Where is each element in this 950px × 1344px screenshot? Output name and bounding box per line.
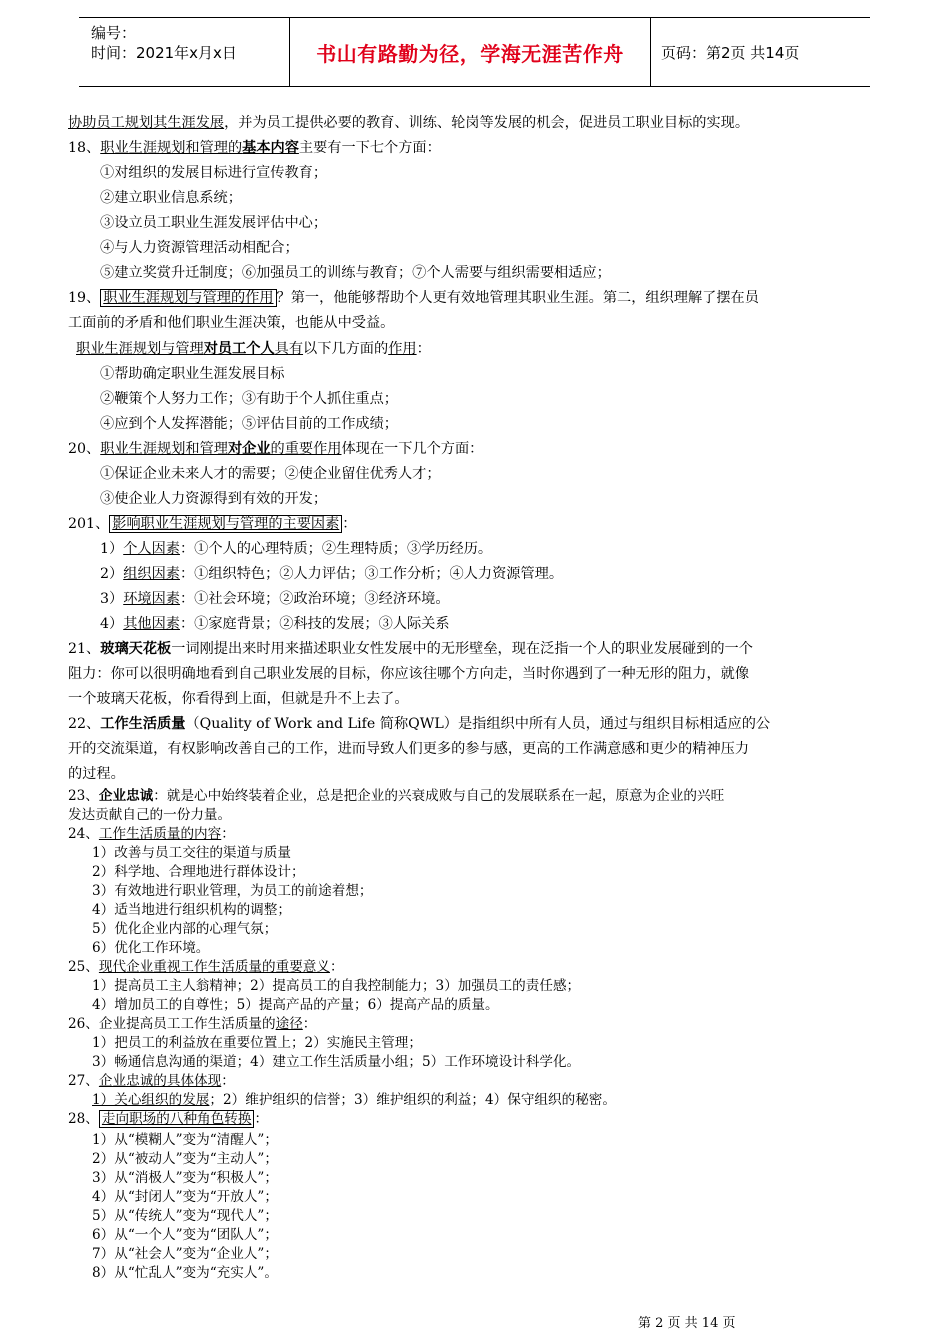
text-run: 18、 xyxy=(68,140,101,156)
text-line xyxy=(92,844,291,863)
document-number-label: 编号： xyxy=(91,24,137,42)
boxed-term: 走向职场的八种角色转换 xyxy=(99,1110,255,1128)
header-meta-cell xyxy=(79,18,290,86)
text-line xyxy=(100,238,299,258)
bold-term: 企业忠诚 xyxy=(98,788,154,804)
text-run: 1）从“模糊人”变为“清醒人”； xyxy=(92,1132,278,1148)
footer-page-number: 第 2 页 共 14 页 xyxy=(638,1316,736,1331)
text-run: 28、 xyxy=(68,1111,99,1127)
text-run: 企业忠诚的具体体现 xyxy=(98,1073,222,1089)
text-run: 协助员工规划其生涯发展 xyxy=(68,115,225,131)
text-run: ；2）维护组织的信誉；3）维护组织的利益；4）保守组织的秘密。 xyxy=(209,1092,616,1108)
boxed-term: 职业生涯规划与管理的作用 xyxy=(100,289,276,307)
text-run: 1）改善与员工交往的渠道与质量 xyxy=(92,845,291,861)
bold-term: 对企业 xyxy=(227,441,271,457)
text-run: ：①个人的心理特质；②生理特质；③学历经历。 xyxy=(179,541,493,557)
text-line xyxy=(68,639,753,659)
text-run: ： xyxy=(416,341,431,357)
text-run: 开的交流渠道，有权影响改善自己的工作，进而导致人们更多的参与感，更高的工作满意感和更少的精神压力 xyxy=(68,741,750,757)
text-line xyxy=(68,806,231,825)
text-line xyxy=(68,1110,268,1129)
text-line xyxy=(100,539,492,559)
text-line xyxy=(92,1245,278,1264)
text-run: ：①家庭背景；②科技的发展；③人际关系 xyxy=(179,616,450,632)
text-run: 职业生涯规划与管理 xyxy=(76,341,204,357)
text-run: 具有 xyxy=(274,341,304,357)
text-line xyxy=(100,163,327,183)
text-line xyxy=(100,614,450,634)
text-run: 个人因素 xyxy=(123,541,180,557)
text-run: 1） xyxy=(100,541,124,557)
text-line xyxy=(92,1188,278,1207)
text-line xyxy=(100,263,611,283)
text-run: ①对组织的发展目标进行宣传教育； xyxy=(100,165,328,181)
text-run: ④与人力资源管理活动相配合； xyxy=(100,240,299,256)
text-run: 阻力：你可以很明确地看到自己职业发展的目标，你应该往哪个方向走，当时你遇到了一种无形的阻力，就像 xyxy=(68,666,750,682)
text-line xyxy=(92,977,580,996)
text-line xyxy=(92,1264,278,1283)
text-run: 2）科学地、合理地进行群体设计； xyxy=(92,864,305,880)
text-line xyxy=(92,920,277,939)
text-run: 1）把员工的利益放在重要位置上；2）实施民主管理； xyxy=(92,1035,422,1051)
text-line xyxy=(68,958,344,977)
text-run: 23、 xyxy=(68,788,99,804)
bold-term: 工作生活质量 xyxy=(100,716,186,732)
text-run: ： xyxy=(254,1111,269,1127)
text-run: 25、 xyxy=(68,959,99,975)
text-run: 8）从“忙乱人”变为“充实人”。 xyxy=(92,1265,278,1281)
text-line xyxy=(68,514,357,534)
text-run: 工作生活质量的内容 xyxy=(98,826,222,842)
text-line xyxy=(92,1207,278,1226)
text-line xyxy=(92,1131,278,1150)
text-line xyxy=(68,1072,235,1091)
text-line xyxy=(68,113,749,133)
bold-term: 基本内容 xyxy=(242,140,299,156)
text-run: 4）适当地进行组织机构的调整； xyxy=(92,902,291,918)
text-line xyxy=(76,339,431,359)
text-run: ①帮助确定职业生涯发展目标 xyxy=(100,366,285,382)
text-run: 作用 xyxy=(388,341,417,357)
text-line xyxy=(92,1169,278,1188)
text-run: 19、 xyxy=(68,290,101,306)
text-run: ，并为员工提供必要的教育、训练、轮岗等发展的机会，促进员工职业目标的实现。 xyxy=(224,115,750,131)
text-run: ？第一，他能够帮助个人更有效地管理其职业生涯。第二，组织理解了摆在员 xyxy=(276,290,759,306)
text-run: 26、企业提高员工工作生活质量的 xyxy=(68,1016,276,1032)
text-run: ③使企业人力资源得到有效的开发； xyxy=(100,491,328,507)
text-run: 2） xyxy=(100,566,124,582)
text-run: （Quality of Work and Life 简称QWL）是指组织中所有人员，通过与组织目标相适应的公 xyxy=(185,716,771,732)
text-line xyxy=(68,288,759,308)
text-run: ②建立职业信息系统； xyxy=(100,190,242,206)
text-run: ： xyxy=(330,959,344,975)
text-run: 3）畅通信息沟通的渠道；4）建立工作生活质量小组；5）工作环境设计科学化。 xyxy=(92,1054,581,1070)
text-run: 4）从“封闭人”变为“开放人”； xyxy=(92,1189,278,1205)
document-time-label: 时间：2021年x月x日 xyxy=(91,44,237,62)
header-page-number: 页码：第2页 共14页 xyxy=(661,44,800,62)
header-page-cell xyxy=(651,18,870,86)
text-run: 途径 xyxy=(275,1016,303,1032)
text-line xyxy=(68,739,749,759)
text-run: 7）从“社会人”变为“企业人”； xyxy=(92,1246,278,1262)
header-motto: 书山有路勤为径，学海无涯苦作舟 xyxy=(316,42,624,66)
text-run: 主要有一下七个方面： xyxy=(298,140,441,156)
text-run: 2）从“被动人”变为“主动人”； xyxy=(92,1151,278,1167)
text-run: 组织因素 xyxy=(123,566,180,582)
text-run: ： xyxy=(221,826,235,842)
text-line xyxy=(100,414,398,434)
text-run: 5）从“传统人”变为“现代人”； xyxy=(92,1208,278,1224)
text-run: 其他因素 xyxy=(123,616,180,632)
text-run: 3）有效地进行职业管理，为员工的前途着想； xyxy=(92,883,373,899)
text-line xyxy=(68,439,483,459)
text-run: 职业生涯规划和管理的 xyxy=(100,140,243,156)
text-line xyxy=(92,996,499,1015)
text-line xyxy=(92,1091,616,1110)
text-line xyxy=(68,138,441,158)
text-line xyxy=(100,188,242,208)
text-run: 4）增加员工的自尊性；5）提高产品的产量；6）提高产品的质量。 xyxy=(92,997,499,1013)
text-run: ③设立员工职业生涯发展评估中心； xyxy=(100,215,328,231)
text-line xyxy=(68,825,235,844)
text-run: ①保证企业未来人才的需要；②使企业留住优秀人才； xyxy=(100,466,441,482)
text-run: 4） xyxy=(100,616,124,632)
text-run: 6）从“一个人”变为“团队人”； xyxy=(92,1227,278,1243)
text-run: ： xyxy=(342,516,357,532)
text-run: 一个玻璃天花板，你看得到上面，但就是升不上去了。 xyxy=(68,691,409,707)
text-run: 1）提高员工主人翁精神；2）提高员工的自我控制能力；3）加强员工的责任感； xyxy=(92,978,581,994)
text-run: ：就是心中始终装着企业，总是把企业的兴衰成败与自己的发展联系在一起，原意为企业的兴旺 xyxy=(153,788,725,804)
text-run: ②鞭策个人努力工作；③有助于个人抓住重点； xyxy=(100,391,398,407)
bold-term: 玻璃天花板 xyxy=(100,641,172,657)
text-line xyxy=(92,939,209,958)
text-line xyxy=(100,464,441,484)
text-run: 以下几方面的 xyxy=(303,341,389,357)
text-line xyxy=(100,589,450,609)
text-run: ： xyxy=(221,1073,235,1089)
text-line xyxy=(92,901,291,920)
text-line xyxy=(68,764,125,784)
text-line xyxy=(92,1053,580,1072)
text-run: ：①组织特色；②人力评估；③工作分析；④人力资源管理。 xyxy=(179,566,564,582)
header-motto-cell xyxy=(290,18,651,86)
text-run: ⑤建立奖赏升迁制度；⑥加强员工的训练与教育；⑦个人需要与组织需要相适应； xyxy=(100,265,611,281)
text-line xyxy=(68,313,394,333)
text-line xyxy=(100,489,327,509)
boxed-term: 影响职业生涯规划与管理的主要因素 xyxy=(109,515,342,533)
text-run: 20、 xyxy=(68,441,101,457)
text-line xyxy=(68,787,724,806)
text-run: 体现在一下几个方面： xyxy=(341,441,484,457)
page-header xyxy=(79,17,870,87)
text-line xyxy=(100,364,284,384)
text-run: 环境因素 xyxy=(123,591,180,607)
text-run: 现代企业重视工作生活质量的重要意义 xyxy=(98,959,330,975)
text-line xyxy=(100,213,327,233)
text-line xyxy=(100,564,563,584)
bold-term: 对员工个人 xyxy=(203,341,275,357)
text-run: 一词刚提出来时用来描述职业女性发展中的无形壁垒，现在泛指一个人的职业发展碰到的一个 xyxy=(171,641,753,657)
text-line xyxy=(92,863,305,882)
text-line xyxy=(68,1015,316,1034)
text-line xyxy=(92,1034,422,1053)
text-run: 21、 xyxy=(68,641,101,657)
text-run: 发达贡献自己的一份力量。 xyxy=(68,807,232,823)
text-run: ：①社会环境；②政治环境；③经济环境。 xyxy=(179,591,450,607)
text-run: 5）优化企业内部的心理气氛； xyxy=(92,921,278,937)
text-line xyxy=(100,389,398,409)
text-line xyxy=(68,689,409,709)
text-line xyxy=(68,664,749,684)
text-line xyxy=(92,1150,278,1169)
text-run: 工面前的矛盾和他们职业生涯决策，也能从中受益。 xyxy=(68,315,395,331)
text-line xyxy=(68,714,770,734)
text-run: 职业生涯规划和管理 xyxy=(100,441,228,457)
text-run: ④应到个人发挥潜能；⑤评估目前的工作成绩； xyxy=(100,416,398,432)
text-run: 201、 xyxy=(68,516,110,532)
text-run: ： xyxy=(302,1016,317,1032)
text-run: 的过程。 xyxy=(68,766,125,782)
text-run: 27、 xyxy=(68,1073,99,1089)
text-run: 24、 xyxy=(68,826,99,842)
text-run: 22、 xyxy=(68,716,101,732)
text-line xyxy=(92,882,373,901)
text-run: 6）优化工作环境。 xyxy=(92,940,210,956)
text-run: 3）从“消极人”变为“积极人”； xyxy=(92,1170,278,1186)
text-run: 1）关心组织的发展 xyxy=(92,1092,210,1108)
text-line xyxy=(92,1226,278,1245)
text-run: 3） xyxy=(100,591,124,607)
text-run: 的重要作用 xyxy=(270,441,342,457)
